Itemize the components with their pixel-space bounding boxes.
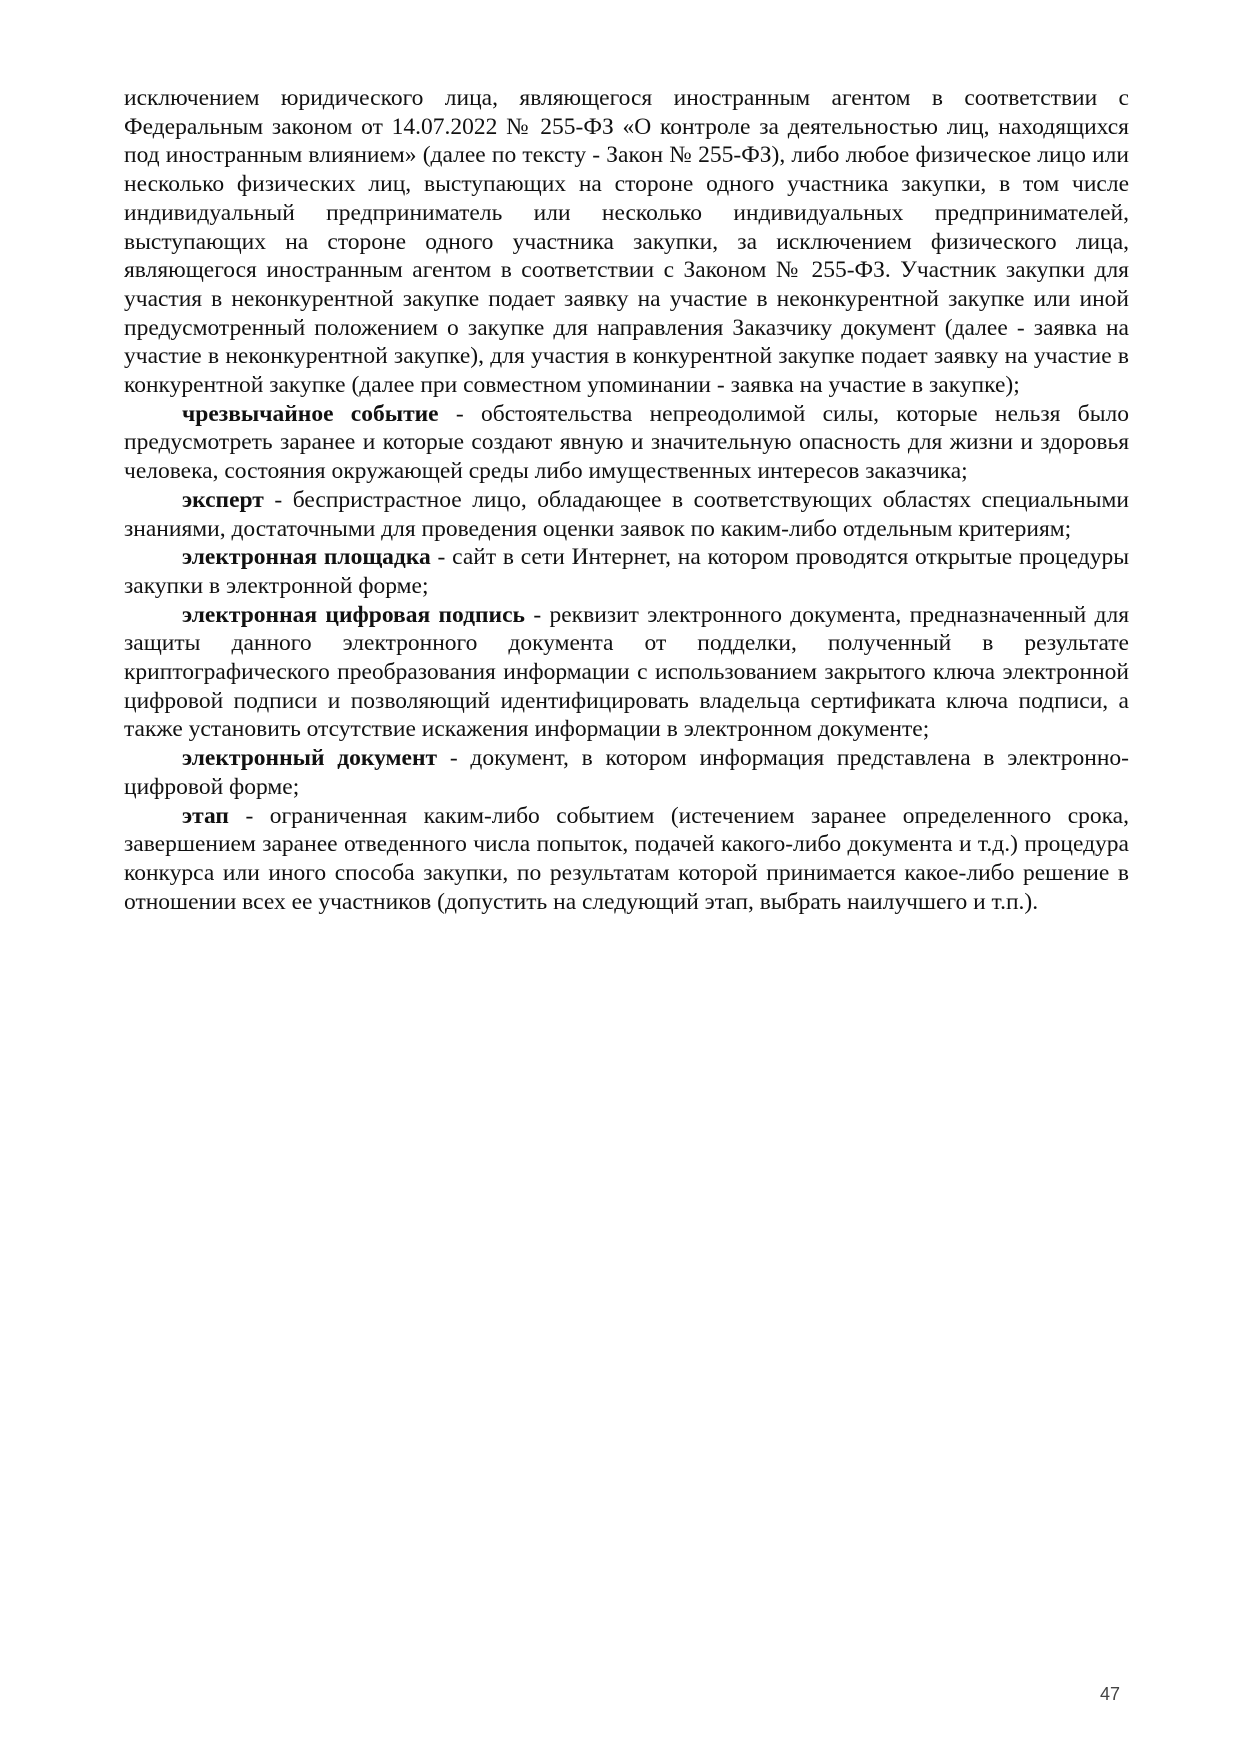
definition-term: этап	[182, 802, 229, 829]
definition-text: - реквизит электронного документа, предназначенный для защиты данного электронного документа от подделки, полученный в результате криптографического преобразования информации с использованием закрытого ключа электронной цифровой подписи и позволяющий идентифицировать владельца сертификата ключа подписи, а также установить отсутствие искажения информации в электронном документе;	[124, 601, 1130, 743]
definition-term: электронная площадка	[182, 544, 431, 571]
definition-paragraph	[124, 486, 1129, 543]
intro-paragraph: исключением юридического лица, являющегося иностранным агентом в соответствии с Федеральным законом от 14.07.2022 № 255-ФЗ «О контроле за деятельностью лиц, находящихся под иностранным влиянием» (далее по тексту - Закон № 255-ФЗ), либо любое физическое лицо или несколько физических лиц, выступающих на стороне одного участника закупки, в том числе индивидуальный предприниматель или несколько индивидуальных предпринимателей, выступающих на стороне одного участника закупки, за исключением физического лица, являющегося иностранным агентом в соответствии с Законом № 255-ФЗ. Участник закупки для участия в неконкурентной закупке подает заявку на участие в неконкурентной закупке или иной предусмотренный положением о закупке для направления Заказчику документ (далее - заявка на участие в неконкурентной закупке), для участия в конкурентной закупке подает заявку на участие в конкурентной закупке (далее при совместном упоминании - заявка на участие в закупке);	[124, 85, 1129, 399]
definition-text: - обстоятельства непреодолимой силы, которые нельзя было предусмотреть заранее и которые создают явную и значительную опасность для жизни и здоровья человека, состояния окружающей среды либо имущественных интересов заказчика;	[124, 400, 1129, 485]
document-body	[124, 84, 1129, 916]
definition-text: - ограниченная каким-либо событием (истечением заранее определенного срока, завершением заранее отведенного числа попыток, подачей какого-либо документа и т.д.) процедура конкурса или иного способа закупки, по результатам которой принимается какое-либо решение в отношении всех ее участников (допустить на следующий этап, выбрать наилучшего и т.п.).	[124, 802, 1129, 915]
page-number: 47	[1100, 1684, 1121, 1704]
definition-term: электронный документ	[182, 745, 438, 772]
definition-paragraph	[124, 802, 1129, 917]
definition-text: - беспристрастное лицо, обладающее в соответствующих областях специальными знаниями, достаточными для проведения оценки заявок по каким-либо отдельным критериям;	[124, 486, 1129, 542]
definition-term: эксперт	[182, 486, 264, 513]
definition-paragraph	[124, 543, 1129, 600]
definition-term: электронная цифровая подпись	[182, 601, 525, 628]
definition-paragraph	[124, 400, 1129, 486]
definition-term: чрезвычайное событие	[182, 400, 439, 427]
definition-paragraph	[124, 744, 1129, 801]
definition-paragraph	[124, 601, 1129, 745]
definition-text: - сайт в сети Интернет, на котором проводятся открытые процедуры закупки в электронной форме;	[124, 544, 1129, 599]
definition-text: - документ, в котором информация представлена в электронно-цифровой форме;	[124, 745, 1129, 800]
